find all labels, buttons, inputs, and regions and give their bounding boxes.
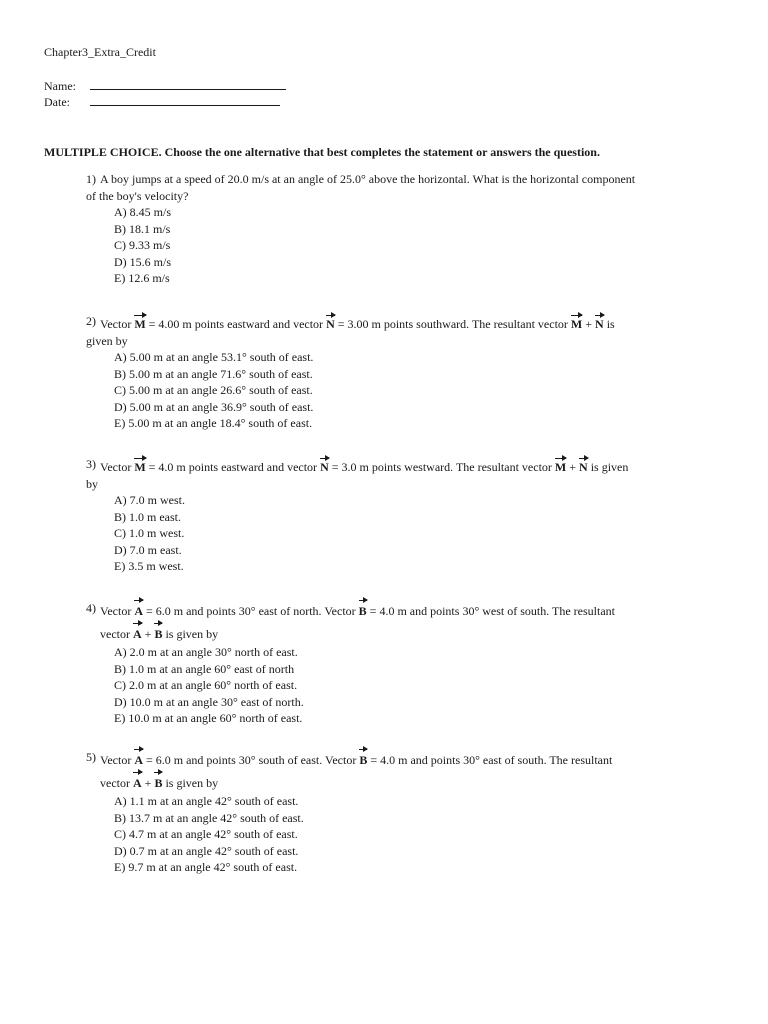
stem-line — [86, 747, 726, 770]
instructions: MULTIPLE CHOICE. Choose the one alternative that best completes the statement or answers the question. — [44, 145, 600, 159]
stem-line — [86, 621, 726, 644]
choice-a[interactable]: A) 2.0 m at an angle 30° north of east. — [114, 645, 298, 659]
stem-text: is — [603, 317, 615, 331]
question-number: 4) — [86, 601, 96, 615]
stem-text: = 6.0 m and points 30° east of north. Vector — [143, 604, 359, 618]
vector-b-symbol: B — [154, 770, 162, 793]
choice-d[interactable]: D) 0.7 m at an angle 42° south of east. — [114, 843, 299, 858]
document-title: Chapter3_Extra_Credit — [44, 45, 156, 59]
stem-text: = 4.00 m points eastward and vector — [145, 317, 327, 331]
vector-a-symbol: A — [133, 621, 142, 644]
choice-c[interactable]: C) 2.0 m at an angle 60° north of east. — [114, 678, 298, 692]
stem-text: = 3.0 m points westward. The resultant vector — [328, 460, 555, 474]
question-number: 5) — [86, 750, 96, 764]
vector-m-symbol: M — [134, 313, 145, 333]
stem-text: Vector — [100, 604, 135, 618]
stem-line — [86, 456, 726, 476]
stem-text: + — [582, 317, 596, 331]
stem-line: given by — [86, 333, 128, 348]
question-2 — [86, 313, 726, 432]
question-stem — [86, 313, 726, 349]
question-number: 3) — [86, 457, 96, 471]
vector-a-symbol: A — [134, 598, 143, 621]
choice-a[interactable]: A) 7.0 m west. — [114, 493, 185, 507]
stem-text: = 6.0 m and points 30° south of east. Vector — [143, 753, 360, 767]
choice-list — [86, 492, 726, 575]
vector-b-symbol: B — [154, 621, 162, 644]
vector-b-symbol: B — [359, 598, 367, 621]
stem-text: is given — [587, 460, 629, 474]
stem-text: is given by — [162, 776, 219, 790]
vector-n-symbol: N — [595, 313, 604, 333]
choice-b[interactable]: B) 18.1 m/s — [114, 221, 171, 236]
stem-text: = 3.00 m points southward. The resultant vector — [334, 317, 571, 331]
stem-text: Vector — [100, 317, 135, 331]
choice-list — [86, 793, 726, 876]
stem-text: Vector — [100, 460, 135, 474]
name-line — [44, 78, 76, 95]
stem-text: vector — [100, 776, 133, 790]
choice-d[interactable]: D) 15.6 m/s — [114, 254, 171, 269]
choice-b[interactable]: B) 5.00 m at an angle 71.6° south of east. — [114, 366, 313, 381]
vector-n-symbol: N — [320, 456, 329, 476]
vector-m-symbol: M — [134, 456, 145, 476]
stem-text: vector — [100, 627, 133, 641]
choice-c[interactable]: C) 4.7 m at an angle 42° south of east. — [114, 827, 298, 841]
choice-e[interactable]: E) 5.00 m at an angle 18.4° south of east. — [114, 416, 313, 430]
stem-text: Vector — [100, 753, 135, 767]
choice-list — [86, 644, 726, 727]
question-4 — [86, 598, 726, 727]
choice-a[interactable]: A) 8.45 m/s — [114, 205, 171, 219]
choice-b[interactable]: B) 1.0 m east. — [114, 509, 181, 524]
question-stem — [86, 598, 726, 644]
vector-n-symbol: N — [326, 313, 335, 333]
choice-e[interactable]: E) 3.5 m west. — [114, 559, 184, 573]
stem-line — [86, 313, 726, 333]
stem-line — [86, 770, 726, 793]
name-label: Name: — [44, 79, 76, 93]
question-3 — [86, 456, 726, 575]
question-stem — [86, 747, 726, 793]
stem-text: = 4.0 m and points 30° west of south. The resultant — [366, 604, 615, 618]
question-stem — [86, 456, 726, 492]
choice-c[interactable]: C) 1.0 m west. — [114, 526, 185, 540]
stem-line: by — [86, 476, 98, 491]
vector-n-symbol: N — [579, 456, 588, 476]
date-blank[interactable] — [90, 94, 280, 106]
choice-list — [86, 204, 726, 287]
question-number: 1) — [86, 172, 96, 186]
date-label: Date: — [44, 95, 70, 109]
choice-e[interactable]: E) 10.0 m at an angle 60° north of east. — [114, 711, 303, 725]
choice-b[interactable]: B) 1.0 m at an angle 60° east of north — [114, 661, 295, 676]
choice-a[interactable]: A) 1.1 m at an angle 42° south of east. — [114, 794, 299, 808]
choice-d[interactable]: D) 5.00 m at an angle 36.9° south of east. — [114, 399, 314, 414]
stem-line: of the boy's velocity? — [86, 188, 189, 203]
stem-text: + — [141, 776, 155, 790]
choice-e[interactable]: E) 12.6 m/s — [114, 271, 170, 285]
question-stem — [86, 171, 726, 204]
choice-list — [86, 349, 726, 432]
choice-b[interactable]: B) 13.7 m at an angle 42° south of east. — [114, 810, 304, 825]
stem-text: + — [141, 627, 155, 641]
question-1 — [86, 171, 726, 287]
vector-a-symbol: A — [134, 747, 143, 770]
stem-text: + — [566, 460, 580, 474]
vector-a-symbol: A — [133, 770, 142, 793]
vector-m-symbol: M — [555, 456, 566, 476]
stem-text: = 4.0 m points eastward and vector — [145, 460, 321, 474]
stem-line — [86, 598, 726, 621]
choice-a[interactable]: A) 5.00 m at an angle 53.1° south of east. — [114, 350, 314, 364]
date-line — [44, 94, 70, 111]
name-blank[interactable] — [90, 78, 286, 90]
choice-d[interactable]: D) 7.0 m east. — [114, 542, 182, 557]
choice-d[interactable]: D) 10.0 m at an angle 30° east of north. — [114, 694, 304, 709]
question-5 — [86, 747, 726, 876]
stem-text: is given by — [162, 627, 219, 641]
choice-e[interactable]: E) 9.7 m at an angle 42° south of east. — [114, 860, 298, 874]
vector-m-symbol: M — [571, 313, 582, 333]
choice-c[interactable]: C) 9.33 m/s — [114, 238, 171, 252]
stem-text: = 4.0 m and points 30° east of south. The resultant — [367, 753, 613, 767]
vector-b-symbol: B — [359, 747, 367, 770]
choice-c[interactable]: C) 5.00 m at an angle 26.6° south of east. — [114, 383, 313, 397]
stem-line: A boy jumps at a speed of 20.0 m/s at an angle of 25.0° above the horizontal. What is the horizontal component — [100, 172, 636, 186]
question-number: 2) — [86, 314, 96, 328]
